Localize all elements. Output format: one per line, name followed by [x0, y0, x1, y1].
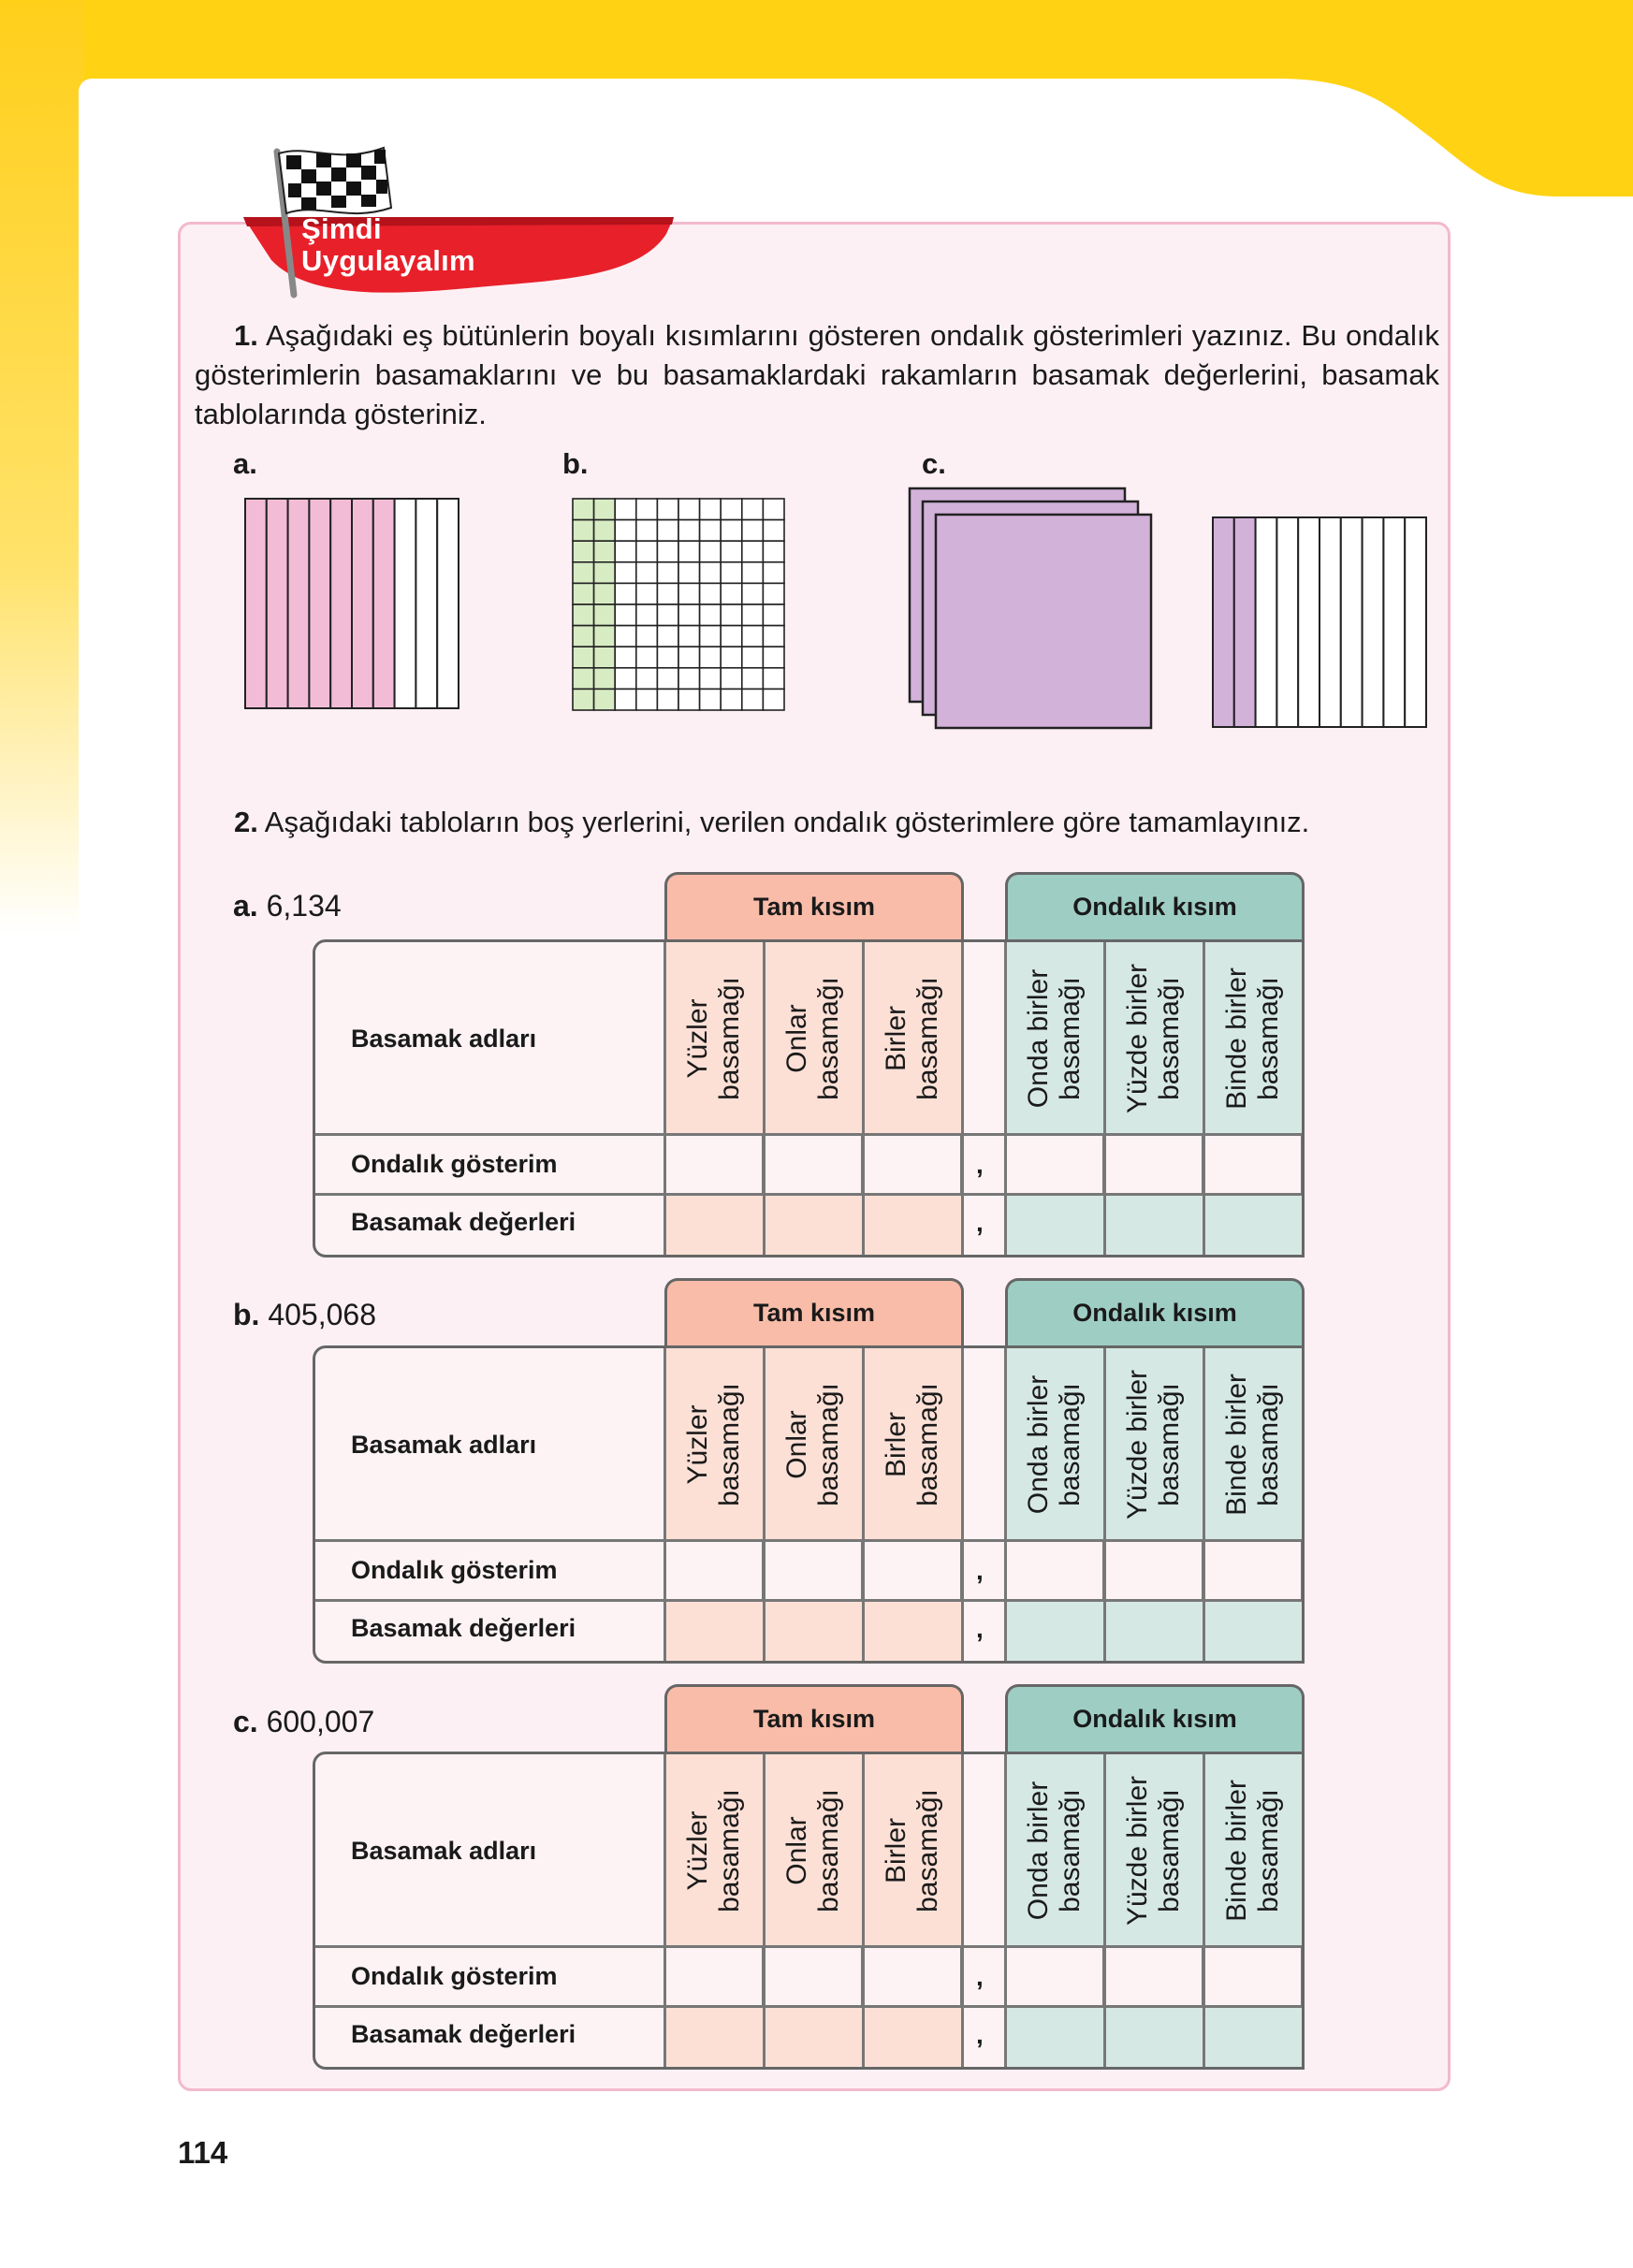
- column-header-tam: Birler basamağı: [881, 1383, 943, 1506]
- figure-c-label: c.: [922, 447, 946, 480]
- column-header-tam: Yüzler basamağı: [682, 1789, 745, 1912]
- grid-cell: [636, 520, 658, 542]
- answer-cell-digit[interactable]: [1107, 1139, 1201, 1191]
- column-header-ondalik: Onda birler basamağı: [1023, 1374, 1086, 1515]
- grid-cell: [678, 689, 700, 710]
- column-header-tam: Onlar basamağı: [781, 977, 844, 1100]
- column-header-ondalik: Binde birler basamağı: [1221, 1780, 1284, 1922]
- table-letter: b.: [233, 1298, 260, 1331]
- grid-cell: [615, 626, 636, 647]
- grid-cell: [742, 562, 764, 584]
- table-frame: [313, 1345, 1305, 1664]
- grid-cell: [678, 520, 700, 542]
- grid-cell: [636, 583, 658, 604]
- column-header-ondalik: Yüzde birler basamağı: [1122, 963, 1186, 1114]
- figure-a-strips: [243, 497, 462, 712]
- question-2-text: Aşağıdaki tabloların boş yerlerini, verilen ondalık gösterimlere göre tamamlayınız.: [264, 806, 1310, 838]
- grid-cell: [763, 668, 784, 690]
- decimal-comma: ,: [976, 1208, 984, 1237]
- grid-cell: [573, 541, 594, 562]
- grid-cell: [742, 541, 764, 562]
- answer-cell-value[interactable]: [1206, 2010, 1300, 2064]
- answer-cell-digit[interactable]: [1008, 1545, 1101, 1597]
- answer-cell-digit[interactable]: [1008, 1951, 1101, 2003]
- header-tam-kisim: Tam kısım: [664, 1684, 964, 1752]
- grid-cell: [657, 604, 678, 626]
- answer-cell-digit[interactable]: [1206, 1951, 1300, 2003]
- header-ondalik-kisim: Ondalık kısım: [1005, 872, 1305, 939]
- answer-cell-value[interactable]: [1008, 1198, 1101, 1252]
- grid-cell: [615, 562, 636, 584]
- answer-cell-value[interactable]: [1008, 1604, 1101, 1658]
- grid-cell: [763, 689, 784, 710]
- grid-cell: [763, 499, 784, 520]
- grid-cell: [636, 626, 658, 647]
- shaded-strip: [330, 499, 352, 708]
- empty-strip: [1363, 517, 1384, 727]
- column-header-tam: Birler basamağı: [881, 977, 943, 1100]
- row-label-basamak-degerleri: Basamak değerleri: [351, 1614, 576, 1642]
- grid-cell: [615, 604, 636, 626]
- grid-cell: [573, 647, 594, 668]
- grid-cell: [763, 541, 784, 562]
- grid-cell: [721, 583, 742, 604]
- answer-cell-value[interactable]: [1107, 2010, 1201, 2064]
- grid-cell: [742, 604, 764, 626]
- shaded-strip: [309, 499, 330, 708]
- grid-cell: [678, 541, 700, 562]
- grid-cell: [657, 689, 678, 710]
- grid-cell: [594, 689, 616, 710]
- column-header-ondalik: Onda birler basamağı: [1023, 1781, 1086, 1921]
- grid-cell: [700, 689, 722, 710]
- answer-cell-digit[interactable]: [1008, 1139, 1101, 1191]
- grid-cell: [678, 604, 700, 626]
- empty-strip: [395, 499, 416, 708]
- grid-cell: [636, 604, 658, 626]
- place-value-table: [313, 1684, 1305, 2070]
- grid-cell: [573, 499, 594, 520]
- grid-cell: [678, 499, 700, 520]
- figure-a-label: a.: [233, 447, 257, 480]
- grid-cell: [636, 668, 658, 690]
- question-1: [195, 316, 1439, 434]
- grid-cell: [700, 647, 722, 668]
- header-tam-kisim: Tam kısım: [664, 1278, 964, 1345]
- banner-line-2: Uygulayalım: [301, 244, 475, 277]
- grid-cell: [763, 604, 784, 626]
- grid-cell: [742, 626, 764, 647]
- empty-strip: [437, 499, 459, 708]
- grid-cell: [700, 583, 722, 604]
- answer-cell-digit[interactable]: [667, 1951, 761, 2003]
- shaded-strip: [1234, 517, 1256, 727]
- answer-cell-value[interactable]: [1008, 2010, 1101, 2064]
- column-header-tam: Birler basamağı: [881, 1789, 943, 1912]
- shaded-strip: [352, 499, 373, 708]
- empty-strip: [1320, 517, 1341, 727]
- empty-strip: [1341, 517, 1363, 727]
- decimal-comma: ,: [976, 1614, 984, 1643]
- empty-strip: [1256, 517, 1277, 727]
- empty-strip: [1383, 517, 1405, 727]
- grid-cell: [742, 647, 764, 668]
- table-frame: [313, 1752, 1305, 2070]
- answer-cell-digit[interactable]: [1206, 1139, 1300, 1191]
- question-1-number: 1.: [234, 319, 258, 352]
- figure-b-label: b.: [562, 447, 589, 480]
- question-2-number: 2.: [234, 806, 258, 838]
- corner-decoration: [1277, 79, 1633, 200]
- grid-cell: [636, 562, 658, 584]
- grid-cell: [700, 562, 722, 584]
- grid-cell: [678, 668, 700, 690]
- grid-cell: [700, 626, 722, 647]
- grid-cell: [594, 499, 616, 520]
- grid-cell: [573, 583, 594, 604]
- grid-cell: [700, 520, 722, 542]
- grid-cell: [636, 499, 658, 520]
- grid-cell: [594, 520, 616, 542]
- column-header-tam: Onlar basamağı: [781, 1789, 844, 1912]
- answer-cell-value[interactable]: [667, 1604, 761, 1658]
- row-label-basamak-degerleri: Basamak değerleri: [351, 1208, 576, 1236]
- grid-cell: [721, 668, 742, 690]
- banner-line-1: Şimdi: [301, 212, 382, 245]
- decimal-number: 600,007: [266, 1705, 375, 1738]
- answer-cell-value[interactable]: [667, 1198, 761, 1252]
- table-frame: [313, 939, 1305, 1258]
- decimal-comma: ,: [976, 1962, 984, 1991]
- answer-cell-value[interactable]: [766, 1198, 860, 1252]
- answer-cell-value[interactable]: [866, 1198, 959, 1252]
- column-header-ondalik: Yüzde birler basamağı: [1122, 1775, 1186, 1926]
- shaded-strip: [1213, 517, 1234, 727]
- answer-cell-value[interactable]: [866, 2010, 959, 2064]
- grid-cell: [700, 604, 722, 626]
- header-tam-kisim: Tam kısım: [664, 872, 964, 939]
- decimal-number: 6,134: [266, 889, 342, 923]
- grid-cell: [657, 499, 678, 520]
- empty-strip: [1298, 517, 1320, 727]
- decimal-comma: ,: [976, 1150, 984, 1179]
- grid-cell: [573, 520, 594, 542]
- grid-cell: [721, 562, 742, 584]
- row-label-basamak-degerleri: Basamak değerleri: [351, 2020, 576, 2048]
- grid-cell: [763, 520, 784, 542]
- grid-cell: [763, 562, 784, 584]
- answer-cell-digit[interactable]: [866, 1951, 959, 2003]
- grid-cell: [721, 499, 742, 520]
- column-header-tam: Onlar basamağı: [781, 1383, 844, 1506]
- empty-strip: [1276, 517, 1298, 727]
- answer-cell-value[interactable]: [1107, 1604, 1201, 1658]
- grid-cell: [615, 541, 636, 562]
- grid-cell: [615, 520, 636, 542]
- header-ondalik-kisim: Ondalık kısım: [1005, 1278, 1305, 1345]
- grid-cell: [573, 562, 594, 584]
- grid-cell: [594, 604, 616, 626]
- row-label-ondalik-gosterim: Ondalık gösterim: [351, 1962, 558, 1990]
- answer-cell-value[interactable]: [766, 2010, 860, 2064]
- grid-cell: [657, 626, 678, 647]
- answer-cell-digit[interactable]: [766, 1139, 860, 1191]
- grid-cell: [721, 604, 742, 626]
- grid-cell: [657, 668, 678, 690]
- column-header-ondalik: Binde birler basamağı: [1221, 1374, 1284, 1516]
- grid-cell: [657, 647, 678, 668]
- answer-cell-digit[interactable]: [766, 1951, 860, 2003]
- grid-cell: [594, 583, 616, 604]
- grid-cell: [721, 520, 742, 542]
- answer-cell-value[interactable]: [667, 2010, 761, 2064]
- grid-cell: [594, 647, 616, 668]
- grid-cell: [742, 520, 764, 542]
- column-header-ondalik: Binde birler basamağı: [1221, 967, 1284, 1110]
- empty-strip: [416, 499, 437, 708]
- banner-title: [301, 213, 475, 277]
- row-label-basamak-adlari: Basamak adları: [351, 1837, 537, 1865]
- grid-cell: [636, 647, 658, 668]
- grid-cell: [678, 583, 700, 604]
- grid-cell: [573, 689, 594, 710]
- grid-cell: [636, 541, 658, 562]
- grid-cell: [700, 499, 722, 520]
- whole-square: [936, 515, 1151, 728]
- table-letter: c.: [233, 1705, 258, 1738]
- grid-cell: [573, 604, 594, 626]
- shaded-strip: [245, 499, 267, 708]
- grid-cell: [678, 647, 700, 668]
- grid-cell: [594, 668, 616, 690]
- column-header-ondalik: Onda birler basamağı: [1023, 968, 1086, 1109]
- answer-cell-digit[interactable]: [866, 1545, 959, 1597]
- decimal-comma: ,: [976, 1556, 984, 1585]
- grid-cell: [700, 541, 722, 562]
- answer-cell-digit[interactable]: [766, 1545, 860, 1597]
- answer-cell-value[interactable]: [1206, 1198, 1300, 1252]
- figure-c-strips: [1211, 516, 1428, 731]
- grid-cell: [763, 583, 784, 604]
- grid-cell: [615, 668, 636, 690]
- grid-cell: [678, 626, 700, 647]
- grid-cell: [594, 626, 616, 647]
- empty-strip: [1405, 517, 1426, 727]
- answer-cell-digit[interactable]: [667, 1139, 761, 1191]
- answer-cell-value[interactable]: [1107, 1198, 1201, 1252]
- answer-cell-digit[interactable]: [667, 1545, 761, 1597]
- grid-cell: [573, 626, 594, 647]
- grid-cell: [763, 626, 784, 647]
- grid-cell: [594, 562, 616, 584]
- question-1-text: Aşağıdaki eş bütünlerin boyalı kısımlarını gösteren ondalık gösterimleri yazınız. Bu ondalık gösterimlerin basamaklarını ve bu basamaklardaki rakamların basamak değerlerini, basamak tablolarında gösteriniz.: [195, 319, 1439, 430]
- row-label-ondalik-gosterim: Ondalık gösterim: [351, 1556, 558, 1584]
- row-label-basamak-adlari: Basamak adları: [351, 1431, 537, 1459]
- answer-cell-value[interactable]: [866, 1604, 959, 1658]
- grid-cell: [721, 689, 742, 710]
- shaded-strip: [373, 499, 395, 708]
- row-label-ondalik-gosterim: Ondalık gösterim: [351, 1150, 558, 1178]
- place-value-table: [313, 872, 1305, 1258]
- shaded-strip: [288, 499, 310, 708]
- question-2: [195, 803, 1439, 842]
- grid-cell: [742, 668, 764, 690]
- page-number: 114: [178, 2135, 228, 2170]
- grid-cell: [742, 689, 764, 710]
- figure-b-grid: [571, 497, 790, 714]
- page-background-edge: [0, 0, 84, 936]
- answer-cell-digit[interactable]: [866, 1139, 959, 1191]
- header-ondalik-kisim: Ondalık kısım: [1005, 1684, 1305, 1752]
- grid-cell: [657, 583, 678, 604]
- grid-cell: [721, 626, 742, 647]
- grid-cell: [657, 541, 678, 562]
- decimal-comma: ,: [976, 2020, 984, 2049]
- grid-cell: [615, 647, 636, 668]
- grid-cell: [763, 647, 784, 668]
- grid-cell: [636, 689, 658, 710]
- answer-cell-digit[interactable]: [1107, 1545, 1201, 1597]
- place-value-table: [313, 1278, 1305, 1664]
- grid-cell: [573, 668, 594, 690]
- answer-cell-value[interactable]: [1206, 1604, 1300, 1658]
- decimal-number: 405,068: [268, 1298, 376, 1331]
- answer-cell-value[interactable]: [766, 1604, 860, 1658]
- table-letter: a.: [233, 889, 258, 923]
- grid-cell: [615, 689, 636, 710]
- column-header-tam: Yüzler basamağı: [682, 977, 745, 1100]
- grid-cell: [742, 499, 764, 520]
- grid-cell: [615, 583, 636, 604]
- row-label-basamak-adlari: Basamak adları: [351, 1025, 537, 1053]
- grid-cell: [742, 583, 764, 604]
- grid-cell: [721, 647, 742, 668]
- answer-cell-digit[interactable]: [1206, 1545, 1300, 1597]
- grid-cell: [721, 541, 742, 562]
- grid-cell: [700, 668, 722, 690]
- grid-cell: [594, 541, 616, 562]
- column-header-tam: Yüzler basamağı: [682, 1383, 745, 1506]
- grid-cell: [657, 562, 678, 584]
- figure-c-wholes: [908, 487, 1157, 732]
- grid-cell: [615, 499, 636, 520]
- shaded-strip: [267, 499, 288, 708]
- grid-cell: [657, 520, 678, 542]
- answer-cell-digit[interactable]: [1107, 1951, 1201, 2003]
- grid-cell: [678, 562, 700, 584]
- column-header-ondalik: Yüzde birler basamağı: [1122, 1369, 1186, 1520]
